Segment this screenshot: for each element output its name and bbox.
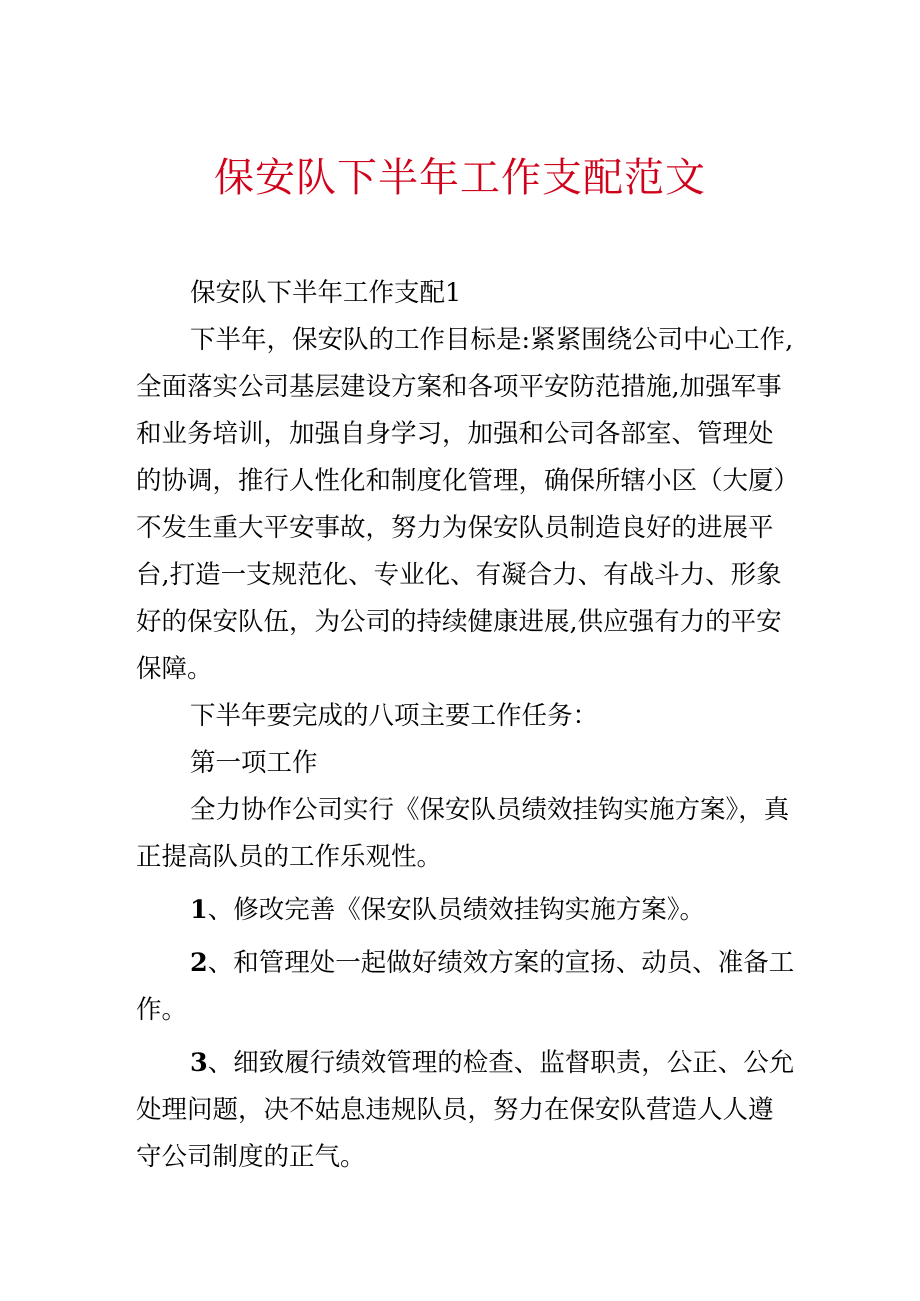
document-body: [136, 270, 796, 1181]
list-item-3: [136, 1040, 796, 1181]
paragraph-goal: 下半年，保安队的工作目标是:紧紧围绕公司中心工作,全面落实公司基层建设方案和各项平安防范措施,加强军事和业务培训，加强自身学习，加强和公司各部室、管理处的协调，推行人性化和制度化管理，确保所辖小区（大厦）不发生重大平安事故，努力为保安队员制造良好的进展平台,打造一支规范化、专业化、有凝合力、有战斗力、形象好的保安队伍，为公司的持续健康进展,供应强有力的平安保障。: [136, 325, 794, 684]
document-title: 保安队下半年工作支配范文: [214, 155, 706, 201]
paragraph-tasks-intro: 下半年要完成的八项主要工作任务：: [190, 701, 599, 731]
paragraph-first-task: 第一项工作: [190, 748, 318, 778]
section-heading: 保安队下半年工作支配1: [190, 278, 462, 308]
list-number: 2: [190, 948, 208, 978]
list-number: 3: [190, 1048, 208, 1078]
list-text: 、细致履行绩效管理的检查、监督职责，公正、公允处理问题，决不姑息违规队员，努力在保安队营造人人遵守公司制度的正气。: [136, 1048, 795, 1172]
list-text: 、和管理处一起做好绩效方案的宣扬、动员、准备工作。: [136, 948, 795, 1025]
list-item-2: [136, 940, 796, 1034]
list-text: 、修改完善《保安队员绩效挂钩实施方案》。: [207, 895, 706, 925]
list-number: 1: [190, 895, 208, 925]
list-item-1: [136, 887, 796, 934]
paragraph-first-task-desc: 全力协作公司实行《保安队员绩效挂钩实施方案》，真正提高队员的工作乐观性。: [136, 795, 790, 872]
